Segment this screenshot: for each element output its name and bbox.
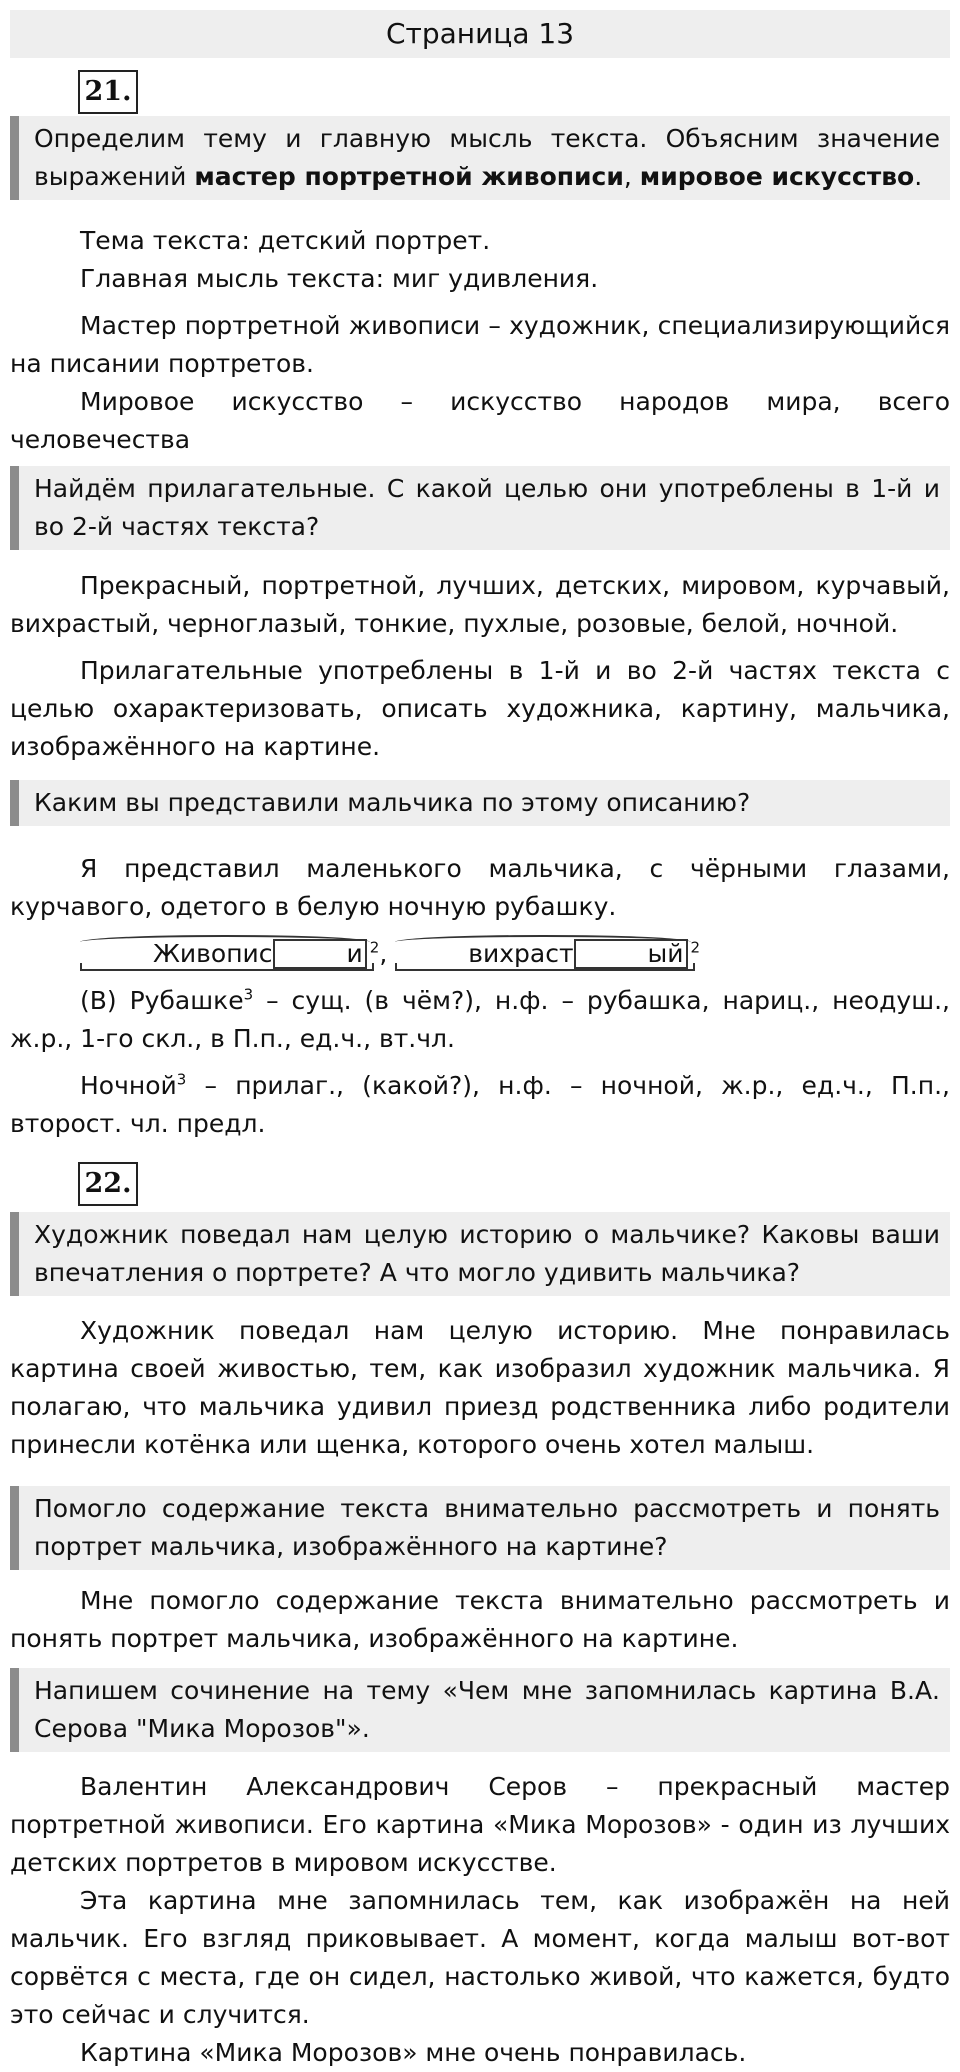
morpheme-parse-line (10, 935, 950, 973)
word-root: Живопис (153, 939, 273, 968)
root-arc (80, 935, 370, 949)
morpheme-word-1 (80, 935, 370, 973)
essay-block (10, 1768, 950, 2072)
word-ending: ый (574, 939, 688, 969)
adjectives-list: Прекрасный, портретной, лучших, детских, мировом, курчавый, вихрастый, черноглазый, тонкие, пухлые, розовые, белой, ночной. (10, 571, 950, 638)
parse-rubashke (10, 982, 950, 1058)
question-essay: Напишем сочинение на тему «Чем мне запомнилась картина В.А. Серова "Мика Морозов"». (10, 1668, 950, 1752)
story-answer-text: Художник поведал нам целую историю. Мне понравилась картина своей живостью, тем, как изобразил художник мальчика. Я полагаю, что мальчика удивил приезд родственника либо родители принесли котёнка или щенка, которого очень хотел малыш. (10, 1316, 950, 1459)
question-story: Художник поведал нам целую историю о мальчике? Каковы ваши впечатления о портрете? А что могло удивить мальчика? (10, 1212, 950, 1296)
page-title: Страница 13 (10, 10, 950, 58)
base-bracket (395, 963, 694, 971)
answer-boy-block (10, 850, 950, 1143)
essay-paragraph-1: Валентин Александрович Серов – прекрасный мастер портретной живописи. Его картина «Мика Морозов» - один из лучших детских портретов в мировом искусстве. (10, 1772, 950, 1877)
parse-number: 2 (690, 938, 701, 957)
question-helped: Помогло содержание текста внимательно рассмотреть и понять портрет мальчика, изображённого на картине? (10, 1486, 950, 1570)
parse-details: – сущ. (в чём?), н.ф. – рубашка, нариц., неодуш., ж.р., 1-го скл., в П.п., ед.ч., вт.чл. (10, 986, 950, 1053)
task-number-22: 22. (78, 1162, 138, 1206)
parse-number: 2 (369, 938, 380, 957)
separator: , (623, 162, 640, 191)
term-world-art: мировое искусство (639, 162, 915, 191)
answer-theme-block (10, 222, 950, 459)
definition-world-art: Мировое искусство – искусство народов мира, всего человечества (10, 387, 950, 454)
morpheme-word-2 (395, 935, 690, 973)
comma: , (379, 939, 396, 968)
parse-nochnoy (10, 1067, 950, 1143)
root-arc (395, 935, 690, 949)
word-ending: и (273, 939, 367, 969)
word-root: вихраст (468, 939, 574, 968)
adjectives-purpose: Прилагательные употреблены в 1-й и во 2-й частях текста с целью охарактеризовать, описать художника, картину, мальчика, изображённого на картине. (10, 656, 950, 761)
question-theme (10, 116, 950, 200)
parse-details: – прилаг., (какой?), н.ф. – ночной, ж.р., ед.ч., П.п., второст. чл. предл. (10, 1071, 950, 1138)
term-master: мастер портретной живописи (194, 162, 624, 191)
question-adjectives: Найдём прилагательные. С какой целью они употреблены в 1-й и во 2-й частях текста? (10, 466, 950, 550)
essay-paragraph-3: Картина «Мика Морозов» мне очень понравилась. (80, 2038, 747, 2067)
answer-helped (10, 1582, 950, 1658)
theme-line: Тема текста: детский портрет. (80, 226, 491, 255)
base-bracket (80, 963, 374, 971)
parse-number: 3 (176, 1070, 187, 1089)
essay-paragraph-2: Эта картина мне запомнилась тем, как изображён на ней мальчик. Его взгляд приковывает. А момент, когда малыш вот-вот сорвётся с места, где он сидел, настолько живой, что кажется, будто это сейчас и случится. (10, 1886, 950, 2029)
idea-line: Главная мысль текста: миг удивления. (80, 264, 599, 293)
boy-description: Я представил маленького мальчика, с чёрными глазами, курчавого, одетого в белую ночную рубашку. (10, 854, 950, 921)
parse-number: 3 (243, 985, 254, 1004)
answer-story (10, 1312, 950, 1464)
answer-adjectives-block (10, 567, 950, 766)
period: . (914, 162, 923, 191)
helped-answer-text: Мне помогло содержание текста внимательно рассмотреть и понять портрет мальчика, изображённого на картине. (10, 1586, 950, 1653)
question-text: Определим тему и главную мысль текста. Объясним значение выражений (34, 124, 940, 191)
task-number-21: 21. (78, 70, 138, 114)
question-boy-image: Каким вы представили мальчика по этому описанию? (10, 780, 950, 826)
parsed-word: (В) Рубашке (80, 986, 244, 1015)
definition-master: Мастер портретной живописи – художник, специализирующийся на писании портретов. (10, 311, 950, 378)
parsed-word: Ночной (80, 1071, 177, 1100)
